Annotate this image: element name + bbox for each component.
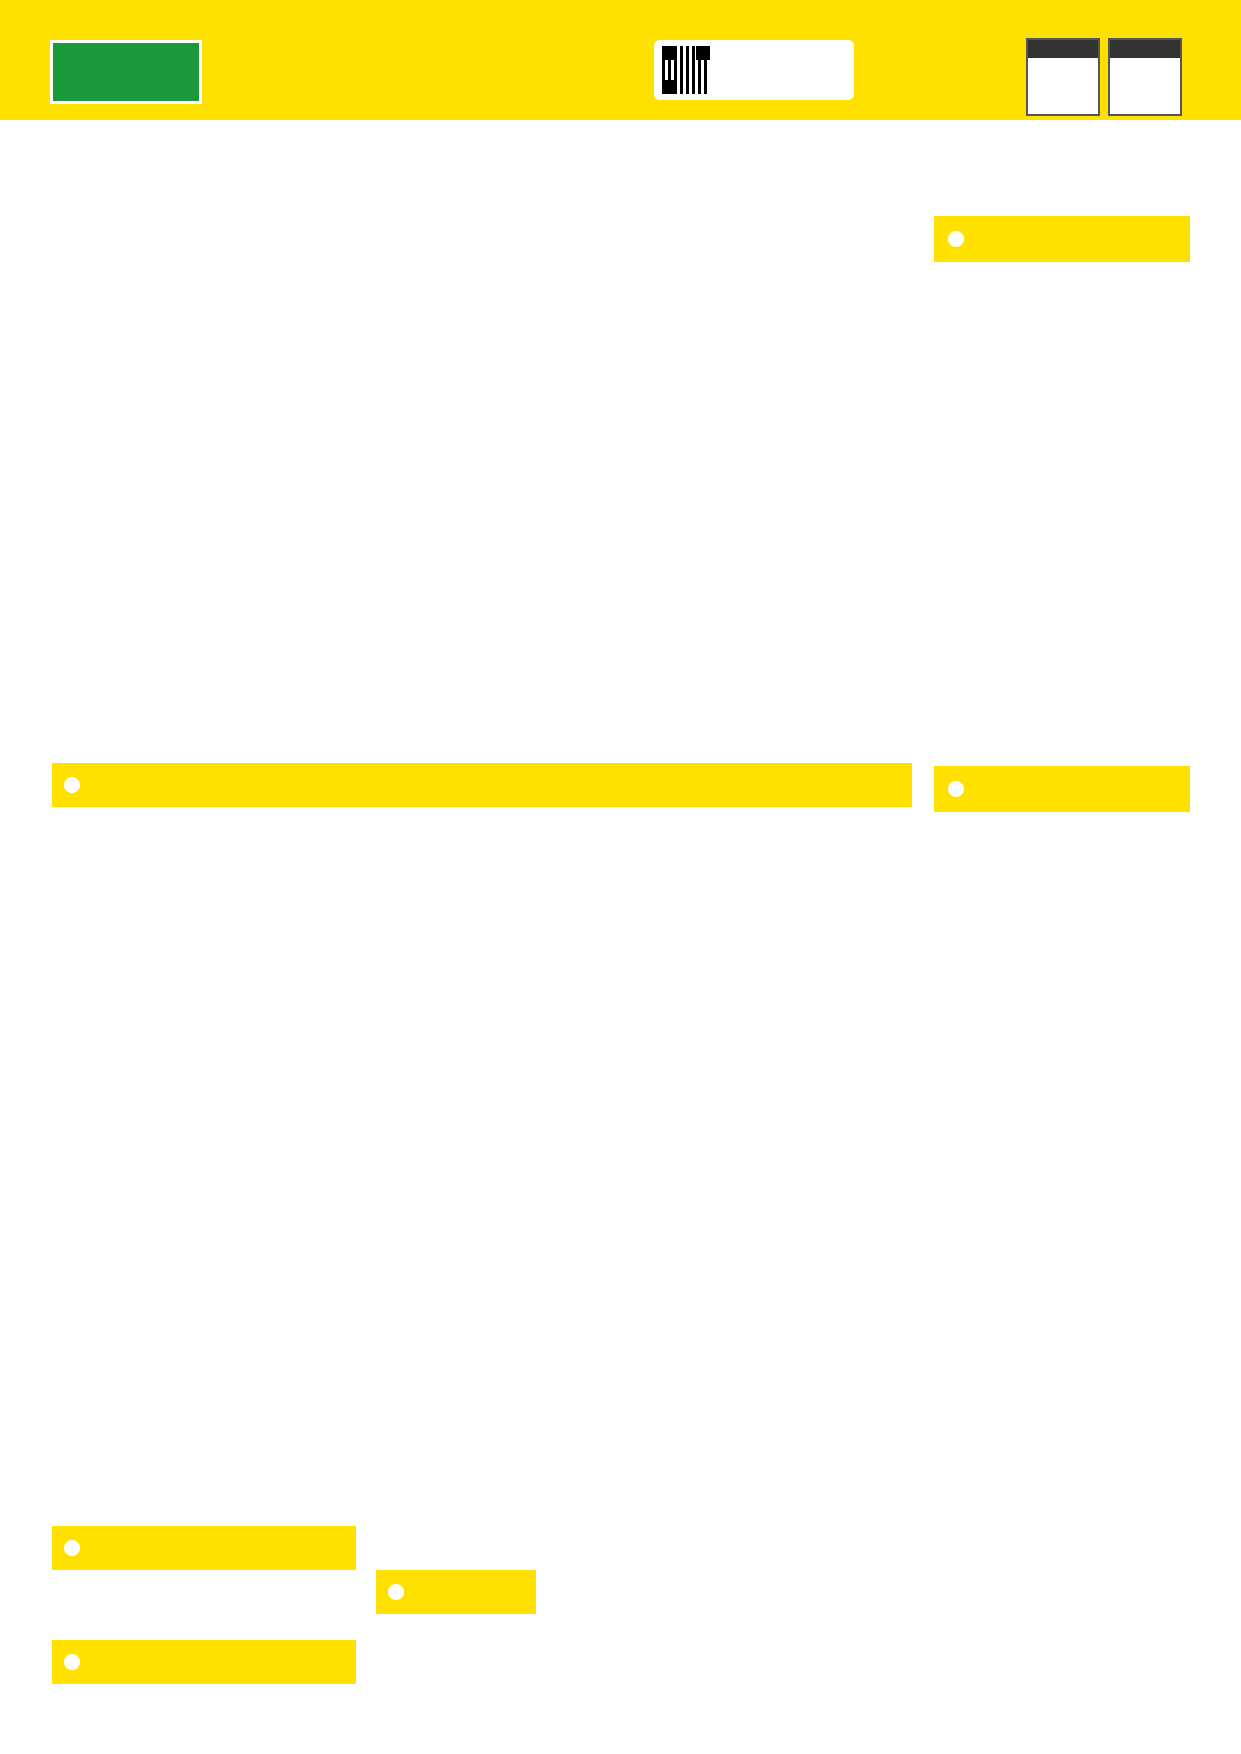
mt-course-box [1026,38,1100,116]
mt-fee-header [934,766,1190,812]
prefecture-badge [50,40,202,104]
header-band [0,0,1241,120]
inquiry-box[interactable] [654,40,854,100]
qr-code-icon[interactable] [662,46,710,94]
caution-header [376,1570,536,1614]
moto-header [52,1640,356,1684]
at-fee-header [934,216,1190,262]
at-course-box [1108,38,1182,116]
access-header [52,1526,356,1570]
schedule-header [52,763,912,807]
